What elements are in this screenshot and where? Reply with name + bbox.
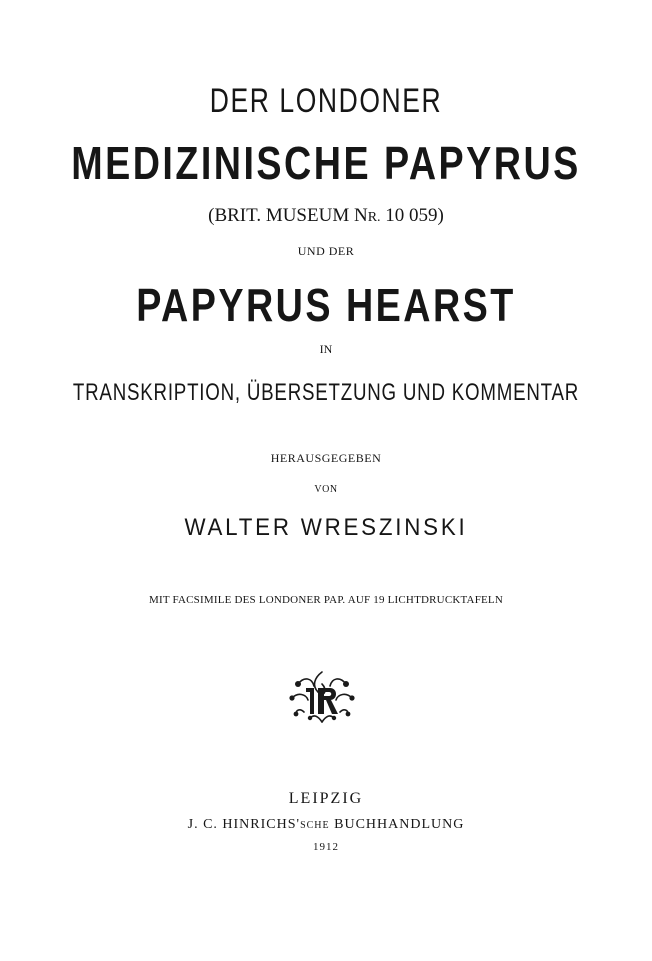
museum-reference-part-1: (BRIT. MUSEUM N	[208, 205, 368, 226]
publisher-part-1: J. C. HINRICHS'	[187, 817, 301, 832]
publisher-part-2: SCHE	[300, 820, 330, 831]
author-name: WALTER WRESZINSKI	[184, 514, 468, 541]
museum-reference-abbrev: R.	[367, 210, 381, 225]
second-title: PAPYRUS HEARST	[136, 279, 516, 331]
publication-year: 1912	[313, 841, 339, 853]
by-label: VON	[314, 484, 338, 495]
museum-reference-part-2: 10 059)	[380, 205, 444, 226]
publisher-monogram-icon	[284, 668, 360, 730]
museum-reference	[0, 206, 652, 225]
place-of-publication: LEIPZIG	[288, 790, 364, 807]
publisher	[0, 818, 652, 832]
publisher-part-3: BUCHHANDLUNG	[329, 817, 465, 832]
preposition-line: IN	[319, 342, 333, 356]
subtitle: TRANSKRIPTION, ÜBERSETZUNG UND KOMMENTAR	[72, 379, 580, 406]
main-title: MEDIZINISCHE PAPYRUS	[71, 137, 581, 189]
title-line-1: DER LONDONER	[209, 82, 443, 120]
conjunction-line: UND DER	[297, 244, 355, 258]
edited-label: HERAUSGEGEBEN	[270, 451, 382, 465]
facsimile-note: MIT FACSIMILE DES LONDONER PAP. AUF 19 LICHTDRUCKTAFELN	[148, 594, 503, 606]
